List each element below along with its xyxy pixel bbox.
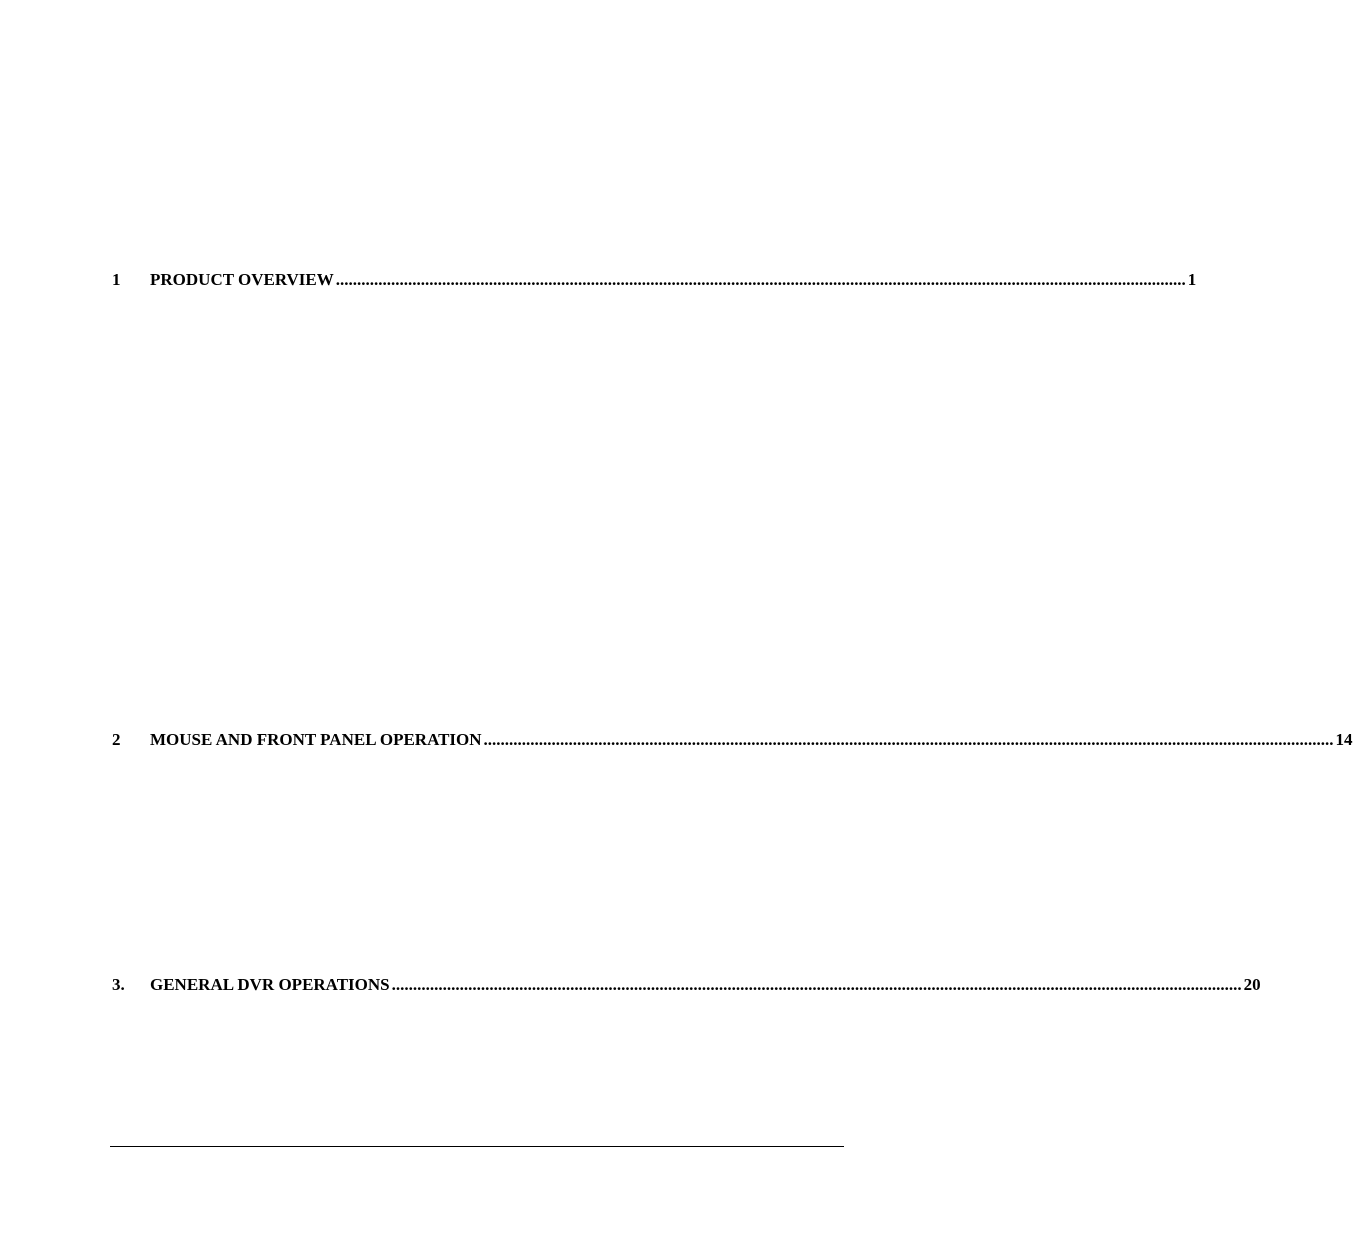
toc-entry-number: 3. [112, 975, 125, 994]
toc-entry-page: 1 [1187, 270, 1197, 289]
toc-entry-number: 2 [112, 730, 121, 749]
toc-entry-number: 1 [112, 270, 121, 289]
toc-dot-leader: ........................................................................................................................................................................................................ [391, 975, 1242, 994]
toc-entry-mouse-front-panel[interactable] [112, 730, 1353, 750]
footer-rule [110, 1146, 844, 1147]
toc-entry-title: PRODUCT OVERVIEW [150, 270, 334, 289]
toc-entry-general-dvr[interactable] [112, 975, 1261, 995]
toc-entry-product-overview[interactable] [112, 270, 1197, 290]
toc-entry-title: GENERAL DVR OPERATIONS [150, 975, 390, 994]
toc-dot-leader: ........................................................................................................................................................................................................ [483, 730, 1334, 749]
toc-entry-title: MOUSE AND FRONT PANEL OPERATION [150, 730, 482, 749]
toc-entry-page: 14 [1335, 730, 1353, 749]
toc-entry-page: 20 [1243, 975, 1261, 994]
toc-dot-leader: ........................................................................................................................................................................................................ [335, 270, 1186, 289]
